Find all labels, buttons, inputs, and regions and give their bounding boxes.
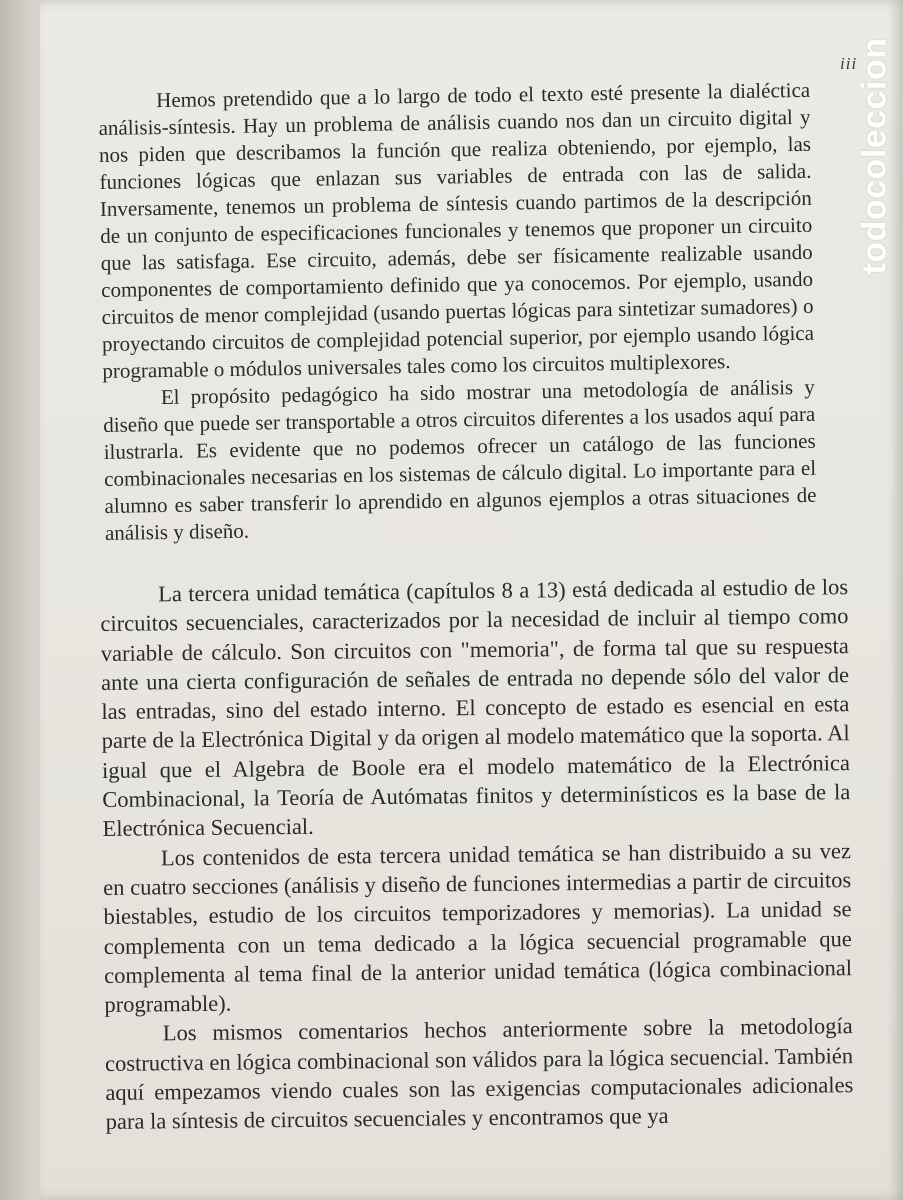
paragraph-third-unit: La tercera unidad temática (capítulos 8 a 13) está dedicada al estudio de los circuitos secuenciales, caracterizados por la necesidad de incluir al tiempo como variable de cálculo. Son circuitos con "memoria", de forma tal que su respuesta ante una cierta configuración de señales de entrada no depende sólo del valor de las entradas, sino del estado interno. El concepto de estado es esencial en esta parte de la Electrónica Digital y da origen al modelo matemático que la soporta. Al igual que el Algebra de Boole era el modelo matemático de la Electrónica Combinacional, la Teoría de Autómatas finitos y determinísticos es la base de la Electrónica Secuencial. <box>100 574 851 842</box>
lower-text-block <box>100 572 854 1136</box>
upper-text-block <box>98 77 817 547</box>
watermark-logo <box>855 6 895 306</box>
page-number: iii <box>840 54 858 73</box>
paragraph-pedagogical-purpose: El propósito pedagógico ha sido mostrar una metodología de análisis y diseño que puede ser transportable a otros circuitos diferentes a los usados aquí para ilustrarla. Es evidente que no podemos ofrecer un catálogo de las funciones combinacionales necesarias en los sistemas de cálculo digital. Lo importante para el alumno es saber transferir lo aprendido en algunos ejemplos a otras situaciones de análisis y diseño. <box>103 374 817 545</box>
watermark-text: todocoleccion <box>855 37 894 275</box>
paragraph-analysis-synthesis: Hemos pretendido que a lo largo de todo el texto esté presente la dialéctica análisis-síntesis. Hay un problema de análisis cuando nos dan un circuito digital y nos piden que describamos la función que realiza obteniendo, por ejemplo, las funciones lógicas que enlazan sus variables de entrada con las de salida. Inversamente, tenemos un problema de síntesis cuando partimos de la descripción de un conjunto de especificaciones funcionales y tenemos que proponer un circuito que las satisfaga. Ese circuito, además, debe ser físicamente realizable usando componentes de comportamiento definido que ya conocemos. Por ejemplo, usando circuitos de menor complejidad (usando puertas lógicas para sintetizar sumadores) o proyectando circuitos de complejidad potencial superior, por ejemplo usando lógica programable o módulos universales tales como los circuitos multiplexores. <box>98 77 815 383</box>
paragraph-methodology: Los mismos comentarios hechos anteriormente sobre la metodología costructiva en lógica combinacional son válidos para la lógica secuencial. También aquí empezamos viendo cuales son las exigencias computacionales adicionales para la síntesis de circuitos secuenciales y encontramos que ya <box>104 1013 854 1135</box>
paragraph-unit-contents: Los contenidos de esta tercera unidad temática se han distribuido a su vez en cuatro secciones (análisis y diseño de funciones intermedias a partir de circuitos biestables, estudio de los circuitos temporizadores y memorias). La unidad se complementa con un tema dedicado a la lógica secuencial programable que complementa al tema final de la anterior unidad temática (lógica combinacional programable). <box>103 837 853 1018</box>
